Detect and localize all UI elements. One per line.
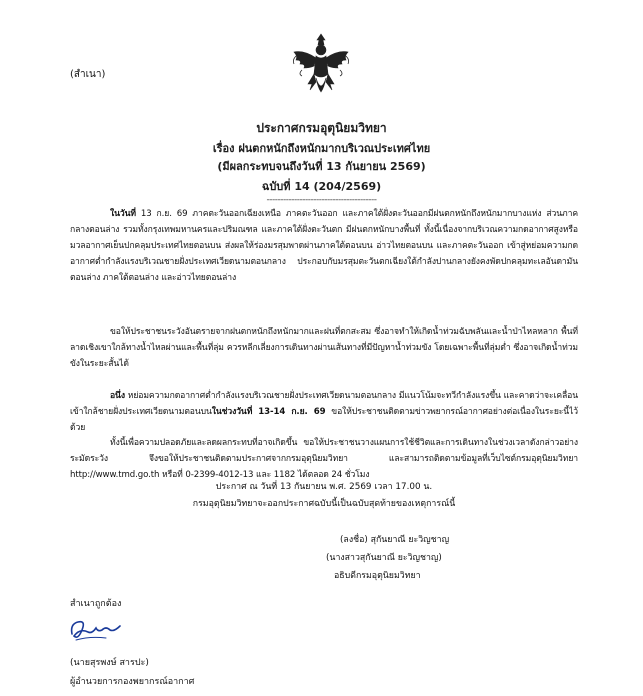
announcement-title: ประกาศกรมอุตุนิยมวิทยา — [256, 121, 387, 135]
officer-title: ผู้อำนวยการกองพยากรณ์อากาศ — [70, 677, 195, 687]
signed-by: (ลงชื่อ) สุกันยาณี ยะวิญชาญ — [340, 535, 450, 545]
paragraph-situation — [70, 206, 578, 286]
final-issue-note: กรมอุตุนิยมวิทยาจะออกประกาศฉบับนี้เป็นฉบับสุดท้ายของเหตุการณ์นี้ — [192, 499, 456, 509]
header-separator: ---------------------------------------- — [266, 195, 377, 205]
issue-number: ฉบับที่ 14 (204/2569) — [261, 180, 382, 193]
certified-copy-label: สำเนาถูกต้อง — [70, 599, 122, 609]
signatory-block — [326, 531, 556, 585]
garuda-emblem-icon — [288, 30, 354, 98]
officer-name: (นายสุรพงษ์ สารปะ) — [70, 658, 149, 668]
signatory-name: (นางสาวสุกันยาณี ยะวิญชาญ) — [326, 553, 442, 563]
paragraph-situation-text: 13 ก.ย. 69 ภาคตะวันออกเฉียงเหนือ ภาคตะวันออก และภาคใต้ฝั่งตะวันออกมีฝนตกหนักถึงหนักมากบางแห่ง ส่วนภาคกลางตอนล่าง รวมทั้งกรุงเทพมหานครและปริมณฑล และภาคใต้ฝั่งตะวันตก มีฝนตกหนักบางพื้นที่ ทั้งนี้เนื่องจากบริเวณความกดอากาศสูงหรือมวลอากาศเย็นปกคลุมประเทศไทยตอนบน ส่งผลให้ร่องมรสุมพาดผ่านภาคใต้ตอนบน อ่าวไทยตอนบน และภาคตะวันออก เข้าสู่หย่อมความกดอากาศต่ำกำลังแรงบริเวณชายฝั่งประเทศเวียดนามตอนกลาง ประกอบกับมรสุมตะวันตกเฉียงใต้กำลังปานกลางยังคงพัดปกคลุมทะเลอันดามันตอนล่าง ภาคใต้ตอนล่าง และอ่าวไทยตอนล่าง — [70, 209, 578, 283]
paragraph-note-lead: อนึ่ง — [110, 391, 125, 401]
announcement-subject: เรื่อง ฝนตกหนักถึงหนักมากบริเวณประเทศไทย — [212, 142, 431, 155]
paragraph-advice — [70, 435, 578, 483]
copy-mark: (สำเนา) — [70, 69, 106, 80]
announcement-date: ประกาศ ณ วันที่ 13 กันยายน พ.ศ. 2569 เวลา 17.00 น. — [215, 482, 433, 492]
handwritten-signature-icon — [66, 614, 126, 646]
paragraph-note-text-b: ขอให้ประชาชนติดตามข่าวพยากรณ์อากาศอย่างต่อเนื่องในระยะนี้ไว้ด้วย — [70, 407, 579, 433]
paragraph-situation-lead: ในวันที่ — [110, 209, 136, 219]
paragraph-warning — [70, 324, 578, 372]
signatory-position: อธิบดีกรมอุตุนิยมวิทยา — [334, 571, 421, 581]
paragraph-note-text-a: หย่อมความกดอากาศต่ำกำลังแรงบริเวณชายฝั่งประเทศเวียดนามตอนกลาง มีแนวโน้มจะทวีกำลังแรงขึ้น และคาดว่าจะเคลื่อนเข้าใกล้ชายฝั่งประเทศเวียดนามตอนบน — [70, 391, 578, 417]
announcement-date-block — [70, 479, 578, 513]
paragraph-note-dates: ในช่วงวันที่ 13-14 ก.ย. 69 — [211, 407, 326, 417]
paragraph-warning-text: ขอให้ประชาชนระวังอันตรายจากฝนตกหนักถึงหนักมากและฝนที่ตกสะสม ซึ่งอาจทำให้เกิดน้ำท่วมฉับพลันและน้ำป่าไหลหลาก พื้นที่ลาดเชิงเขาใกล้ทางน้ำไหลผ่านและพื้นที่ลุ่ม ควรหลีกเลี่ยงการเดินทางผ่านเส้นทางที่มีปัญหาน้ำท่วมขัง โดยเฉพาะพื้นที่ลุ่มต่ำ ซึ่งอาจเกิดน้ำท่วมขังในระยะสั้นได้ — [70, 327, 578, 369]
paragraph-note — [70, 388, 578, 436]
paragraph-advice-text: ทั้งนี้เพื่อความปลอดภัยและลดผลกระทบที่อาจเกิดขึ้น ขอให้ประชาชนวางแผนการใช้ชีวิตและการเดินทางในช่วงเวลาดังกล่าวอย่างระมัดระวัง จึงขอให้ประชาชนติดตามประกาศจากกรมอุตุนิยมวิทยา และสามารถติดตามข้อมูลที่เว็บไซต์กรมอุตุนิยมวิทยา http://www.tmd.go.th หรือที่ 0-2399-4012-13 และ 1182 ได้ตลอด 24 ชั่วโมง — [70, 438, 578, 480]
effective-period: (มีผลกระทบจนถึงวันที่ 13 กันยายน 2569) — [217, 160, 426, 173]
